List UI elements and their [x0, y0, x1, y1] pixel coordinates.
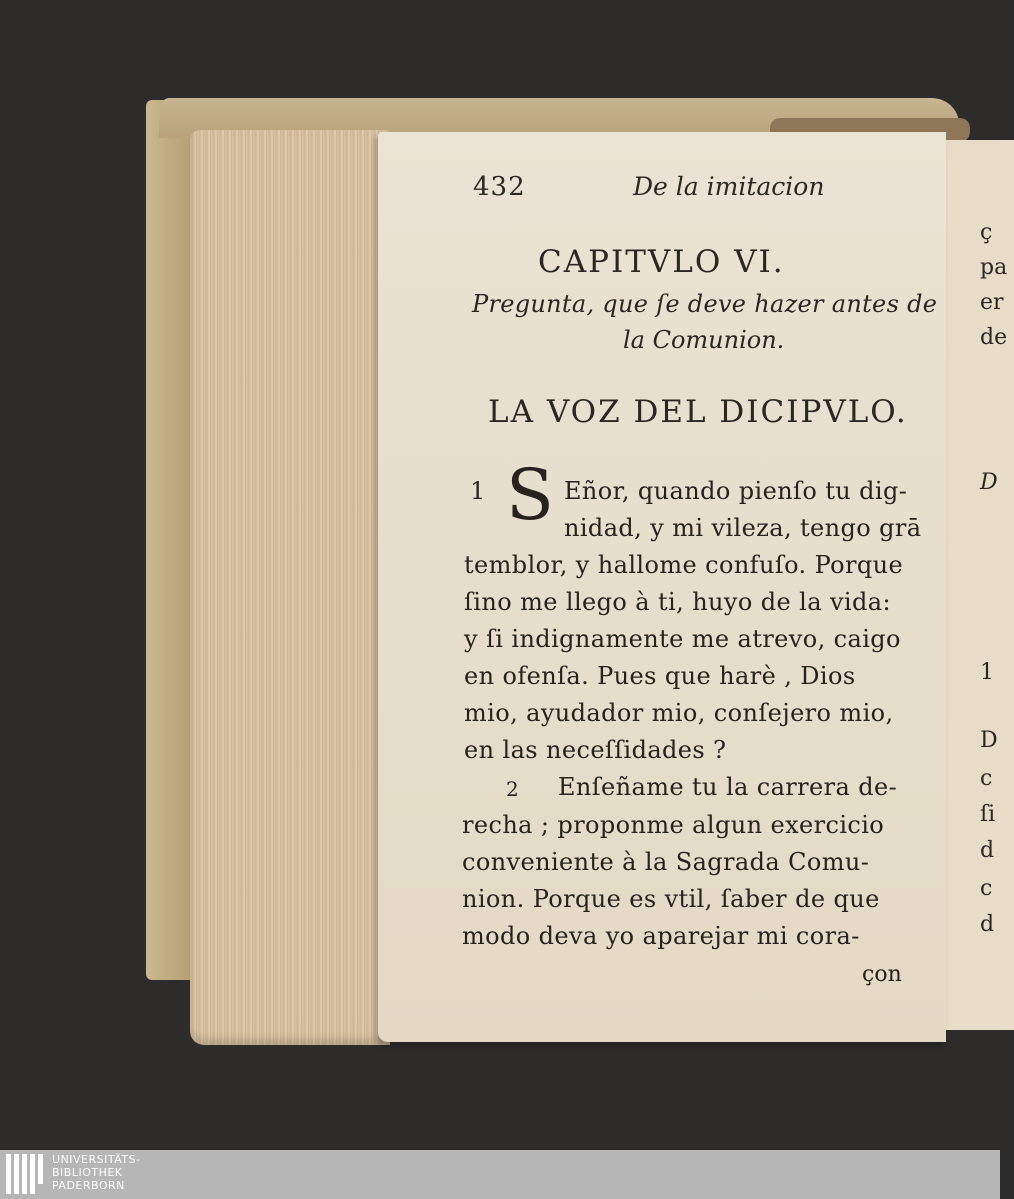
text-line: Enſeñame tu la carrera de-: [558, 773, 898, 801]
page-number: 432: [473, 172, 526, 202]
running-head: [473, 172, 853, 212]
drop-cap: S: [506, 454, 554, 536]
chapter-title: CAPITVLO VI.: [538, 244, 785, 280]
text-line: Eñor, quando pienſo tu dig-: [564, 477, 908, 505]
text-line: nidad, y mi vileza, tengo grā: [564, 514, 922, 542]
chapter-subtitle: Pregunta, que ſe deve hazer antes de: [472, 290, 938, 318]
text-line: conveniente à la Sagrada Comu-: [462, 848, 870, 876]
text-line: y ſi indignamente me atrevo, caigo: [464, 625, 901, 653]
facing-fragment: d: [980, 838, 995, 863]
text-line: modo deva yo aparejar mi cora-: [462, 922, 860, 950]
library-name-line: PADERBORN: [52, 1179, 125, 1192]
facing-fragment: c: [980, 766, 993, 791]
text-line: recha ; proponme algun exercicio: [462, 811, 885, 839]
facing-fragment: 1: [980, 660, 994, 685]
verse-number: 2: [506, 777, 519, 801]
facing-fragment: ç: [980, 220, 993, 245]
facing-fragment: D: [980, 470, 998, 495]
running-title: De la imitacion: [633, 172, 825, 201]
library-name-line: UNIVERSITÄTS-: [52, 1153, 141, 1166]
text-line: ſino me llego à ti, huyo de la vida:: [464, 588, 891, 616]
facing-fragment: c: [980, 876, 993, 901]
library-footer: [0, 1150, 1000, 1199]
verse-number: 1: [470, 477, 486, 505]
facing-fragment: pa: [980, 255, 1008, 280]
library-name-line: BIBLIOTHEK: [52, 1166, 123, 1179]
text-line: en ofenſa. Pues que harè , Dios: [464, 662, 856, 690]
facing-page: [942, 140, 1014, 1030]
page-block-edges: [190, 130, 390, 1045]
facing-fragment: de: [980, 325, 1008, 350]
section-heading: LA VOZ DEL DICIPVLO.: [488, 394, 908, 430]
facing-fragment: D: [980, 728, 998, 753]
facing-fragment: d: [980, 912, 995, 937]
facing-fragment: er: [980, 290, 1004, 315]
library-logo-icon: [6, 1154, 46, 1194]
catchword: çon: [862, 962, 902, 987]
facing-fragment: ſi: [980, 802, 996, 827]
text-line: nion. Porque es vtil, ſaber de que: [462, 885, 880, 913]
library-name: [52, 1153, 141, 1192]
chapter-subtitle-continued: la Comunion.: [623, 326, 785, 354]
book-page: [378, 132, 946, 1042]
text-line: temblor, y hallome confuſo. Porque: [464, 551, 904, 579]
text-line: mio, ayudador mio, conſejero mio,: [464, 699, 894, 727]
text-line: en las neceſſidades ?: [464, 736, 727, 764]
